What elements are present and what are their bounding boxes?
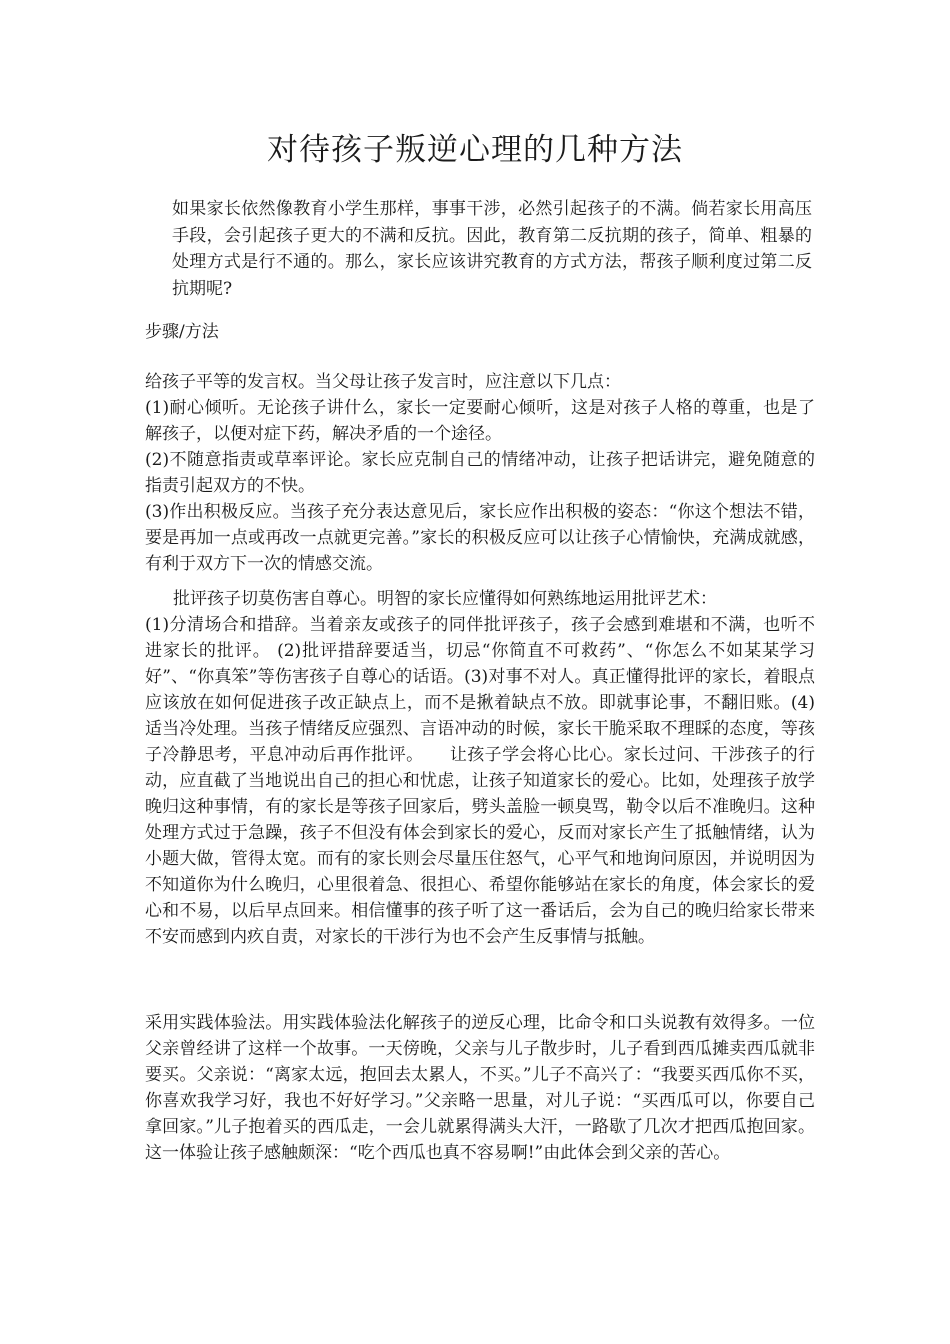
section-criticism-body: (1)分清场合和措辞。当着亲友或孩子的同伴批评孩子，孩子会感到难堪和不满，也听不进家长的批评。 (2)批评措辞要适当，切忌“你简直不可救药”、“你怎么不如某某学习好”、“你真笨”等伤害孩子自尊心的话语。(3)对事不对人。真正懂得批评的家长，着眼点应该放在如何促进孩子改正缺点上，而不是揪着缺点不放。即就事论事，不翻旧账。(4)适当冷处理。当孩子情绪反应强烈、言语冲动的时候，家长干脆采取不理睬的态度，等孩子冷静思考，平息冲动后再作批评。 让孩子学会将心比心。家长过问、干涉孩子的行动，应直截了当地说出自己的担心和忧虑，让孩子知道家长的爱心。比如，处理孩子放学晚归这种事情，有的家长是等孩子回家后，劈头盖脸一顿臭骂，勒令以后不准晚归。这种处理方式过于急躁，孩子不但没有体会到家长的爱心，反而对家长产生了抵触情绪，认为小题大做，管得太宽。而有的家长则会尽量压住怒气，心平气和地询问原因，并说明因为不知道你为什么晚归，心里很着急、很担心、希望你能够站在家长的角度，体会家长的爱心和不易，以后早点回来。相信懂事的孩子听了这一番话后，会为自己的晚归给家长带来不安而感到内疚自责，对家长的干涉行为也不会产生反事情与抵触。: [145, 615, 815, 947]
section-equal-voice: [145, 369, 815, 577]
intro-paragraph: 如果家长依然像教育小学生那样，事事干涉，必然引起孩子的不满。倘若家长用高压手段，会引起孩子更大的不满和反抗。因此，教育第二反抗期的孩子，简单、粗暴的处理方式是行不通的。那么，家长应该讲究教育的方式方法，帮孩子顺利度过第二反抗期呢?: [172, 199, 812, 299]
point-no-casual-criticism: (2)不随意指责或草率评论。家长应克制自己的情绪冲动，让孩子把话讲完，避免随意的指责引起双方的不快。: [145, 450, 815, 496]
section-practice: 采用实践体验法。用实践体验法化解孩子的逆反心理，比命令和口头说教有效得多。一位父亲曾经讲了这样一个故事。一天傍晚，父亲与儿子散步时，儿子看到西瓜摊卖西瓜就非要买。父亲说：“离家太远，抱回去太累人，不买。”儿子不高兴了：“我要买西瓜你不买，你喜欢我学习好，我也不好好学习。”父亲略一思量，对儿子说：“买西瓜可以，你要自己拿回家。”儿子抱着买的西瓜走，一会儿就累得满头大汗，一路歇了几次才把西瓜抱回家。这一体验让孩子感触颇深：“吃个西瓜也真不容易啊!”由此体会到父亲的苦心。: [145, 1013, 815, 1163]
section-criticism-lead: 批评孩子切莫伤害自尊心。明智的家长应懂得如何熟练地运用批评艺术：: [173, 589, 717, 609]
point-patient-listening: (1)耐心倾听。无论孩子讲什么，家长一定要耐心倾听，这是对孩子人格的尊重，也是了解孩子，以便对症下药，解决矛盾的一个途径。: [145, 398, 815, 444]
document-title: 对待孩子叛逆心理的几种方法: [267, 132, 683, 168]
steps-label: 步骤/方法: [145, 322, 219, 342]
point-positive-response: (3)作出积极反应。当孩子充分表达意见后，家长应作出积极的姿态：“你这个想法不错，要是再加一点或再改一点就更完善。”家长的积极反应可以让孩子心情愉快，充满成就感，有利于双方下一次的情感交流。: [145, 502, 815, 574]
section-criticism: [145, 586, 815, 950]
section-equal-voice-lead: 给孩子平等的发言权。当父母让孩子发言时，应注意以下几点：: [145, 372, 621, 392]
